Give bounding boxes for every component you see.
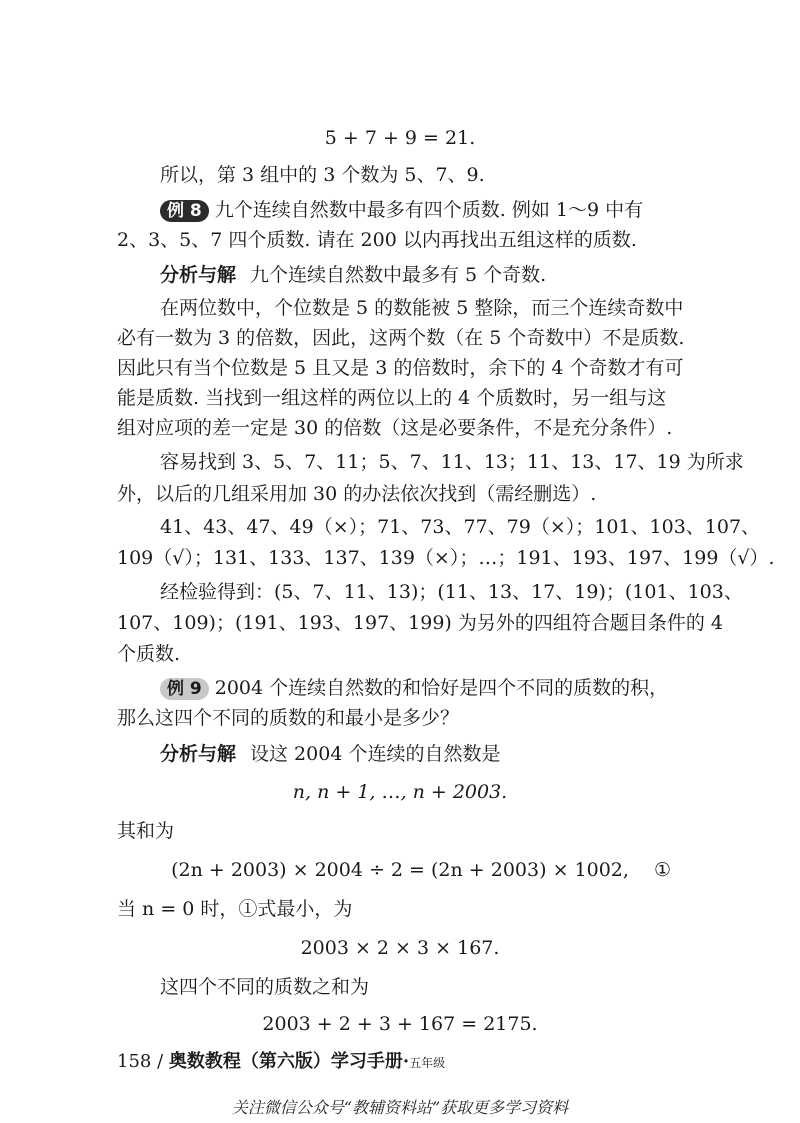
page-number: 158 / (117, 1051, 164, 1072)
analysis-8-text: 九个连续自然数中最多有 5 个奇数. (250, 264, 547, 286)
example-8-text: 九个连续自然数中最多有四个质数. 例如 1～9 中有 (214, 199, 644, 221)
analysis-9-line (160, 742, 740, 766)
grade-label: 五年级 (409, 1056, 446, 1070)
text-line: 当 n = 0 时，①式最小，为 (117, 898, 353, 920)
watermark-text: 关注微信公众号“教辅资料站”获取更多学习资料 (231, 1098, 569, 1117)
example-9-line (160, 676, 740, 700)
text-line: 109（√）；131、133、137、139（×）；…；191、193、197、199（√）. (117, 547, 775, 569)
analysis-9-text: 设这 2004 个连续的自然数是 (250, 743, 501, 765)
text-line: 这四个不同的质数之和为 (160, 976, 370, 998)
analysis-8-line (160, 263, 740, 287)
analysis-label: 分析与解 (160, 264, 237, 286)
text-line: 41、43、47、49（×）；71、73、77、79（×）；101、103、107、 (160, 516, 761, 538)
text-line: 经检验得到：(5、7、11、13)；(11、13、17、19)；(101、103、 (160, 581, 743, 603)
example-9-text: 2004 个连续自然数的和恰好是四个不同的质数的积， (214, 677, 669, 699)
equation-line: (2n + 2003) × 2004 ÷ 2 = (2n + 2003) × 1002, (171, 859, 629, 881)
text-line: 外，以后的几组采用加 30 的办法依次找到（需经删选）. (117, 483, 597, 505)
text-line: 个质数. (117, 643, 181, 665)
text-line: 因此只有当个位数是 5 且又是 3 的倍数时，余下的 4 个奇数才有可 (117, 357, 684, 379)
text-line: 组对应项的差一定是 30 的倍数（这是必要条件，不是充分条件）. (117, 417, 673, 439)
text-line: 其和为 (117, 820, 175, 842)
example-9-badge: 例 9 (160, 678, 209, 700)
text-line: 那么这四个不同的质数的和最小是多少？ (117, 707, 460, 729)
analysis-label: 分析与解 (160, 743, 237, 765)
text-line: 容易找到 3、5、7、11；5、7、11、13；11、13、17、19 为所求 (160, 451, 744, 473)
text-line: 能是质数. 当找到一组这样的两位以上的 4 个质数时，另一组与这 (117, 387, 667, 409)
equation-line: n, n + 1, …, n + 2003. (292, 781, 508, 803)
text-line: 107、109)；(191、193、197、199) 为另外的四组符合题目条件的 4 (117, 612, 723, 634)
equation-line: 2003 + 2 + 3 + 167 = 2175. (262, 1013, 538, 1035)
book-title: 奥数教程（第六版）学习手册· (168, 1051, 410, 1072)
text-line: 2、3、5、7 四个质数. 请在 200 以内再找出五组这样的质数. (117, 229, 637, 251)
page-footer (117, 1050, 445, 1075)
equation-number: ① (654, 859, 672, 881)
equation-line: 2003 × 2 × 3 × 167. (300, 937, 500, 959)
example-8-badge: 例 8 (160, 200, 209, 222)
equation-line: 5 + 7 + 9 = 21. (324, 127, 476, 149)
example-8-line (160, 198, 740, 222)
text-line: 在两位数中，个位数是 5 的数能被 5 整除，而三个连续奇数中 (160, 297, 684, 319)
text-line: 所以，第 3 组中的 3 个数为 5、7、9. (160, 164, 485, 186)
text-line: 必有一数为 3 的倍数，因此，这两个数（在 5 个奇数中）不是质数. (117, 327, 685, 349)
